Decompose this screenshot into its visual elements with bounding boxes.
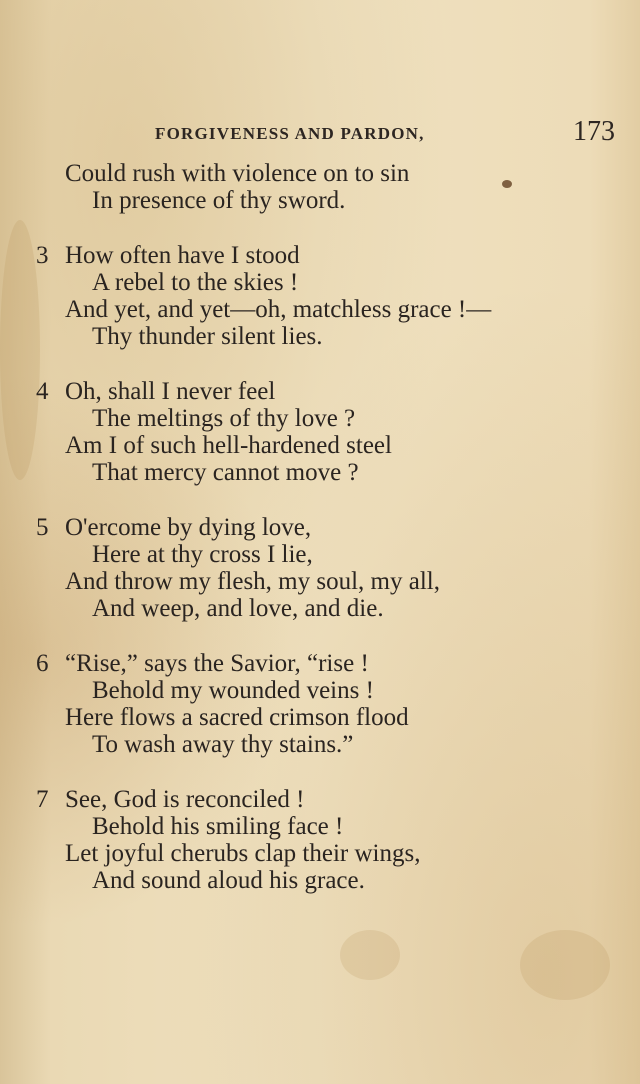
stanza-number: 6: [36, 650, 49, 677]
verse-line: To wash away thy stains.”: [92, 731, 354, 758]
verse-line: Thy thunder silent lies.: [92, 323, 323, 350]
verse-line: Am I of such hell-hardened steel: [65, 432, 392, 459]
verse-line: In presence of thy sword.: [92, 187, 346, 214]
stanza-7: [0, 786, 640, 894]
verse-line: The meltings of thy love ?: [92, 405, 356, 432]
page-number: 173: [573, 116, 615, 147]
verse-line: Let joyful cherubs clap their wings,: [65, 840, 421, 867]
verse-line: Here at thy cross I lie,: [92, 541, 313, 568]
verse-line: How often have I stood: [65, 242, 300, 269]
verse-line: A rebel to the skies !: [92, 269, 299, 296]
paper-stain: [520, 930, 610, 1000]
verse-line: That mercy cannot move ?: [92, 459, 359, 486]
verse-line: Behold his smiling face !: [92, 813, 344, 840]
paper-stain: [340, 930, 400, 980]
stanza-number: 5: [36, 514, 49, 541]
running-title: FORGIVENESS AND PARDON,: [155, 124, 425, 143]
verse-line: And yet, and yet—oh, matchless grace !—: [65, 296, 492, 323]
hymn-text: [0, 160, 640, 922]
stanza-6: [0, 650, 640, 758]
verse-line: And weep, and love, and die.: [92, 595, 384, 622]
verse-line: Here flows a sacred crimson flood: [65, 704, 409, 731]
verse-line: O'ercome by dying love,: [65, 514, 312, 541]
stanza-4: [0, 378, 640, 486]
stanza-continued: [0, 160, 640, 214]
stanza-5: [0, 514, 640, 622]
verse-line: And throw my flesh, my soul, my all,: [65, 568, 440, 595]
stanza-3: [0, 242, 640, 350]
stanza-number: 4: [36, 378, 49, 405]
verse-line: Behold my wounded veins !: [92, 677, 374, 704]
verse-line: Oh, shall I never feel: [65, 378, 276, 405]
verse-line: And sound aloud his grace.: [92, 867, 365, 894]
verse-line: Could rush with violence on to sin: [65, 160, 410, 187]
verse-line: “Rise,” says the Savior, “rise !: [65, 650, 369, 677]
page-header: [155, 116, 615, 150]
stanza-number: 7: [36, 786, 49, 813]
verse-line: See, God is reconciled !: [65, 786, 305, 813]
stanza-number: 3: [36, 242, 49, 269]
